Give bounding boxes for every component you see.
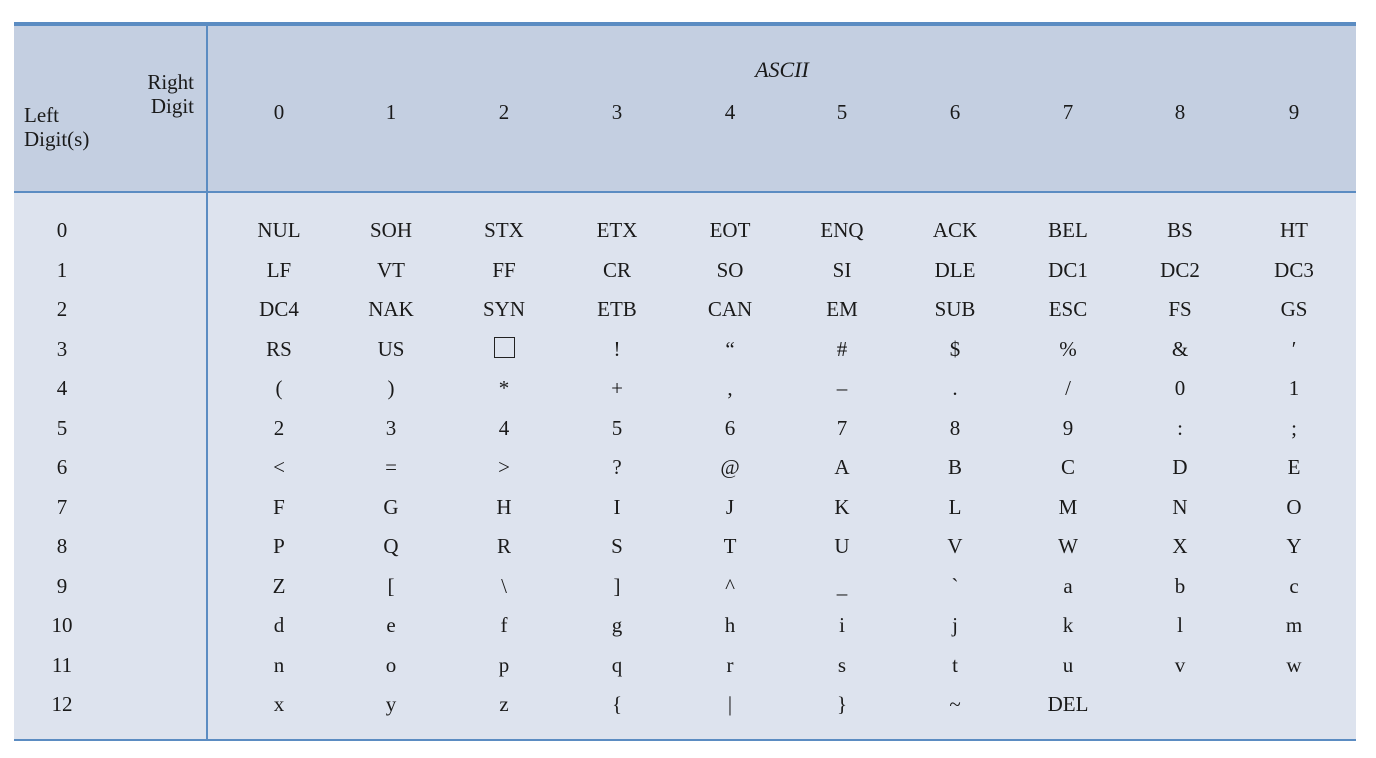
table-cell: ?: [612, 455, 622, 479]
row-label: 9: [56, 573, 68, 598]
table-cell: f: [500, 613, 508, 637]
column-header: 6: [949, 100, 961, 124]
row-label: 0: [56, 218, 68, 242]
table-cell: ^: [725, 573, 735, 598]
table-cell: =: [385, 455, 397, 479]
table-cell: t: [952, 652, 958, 677]
table-cell: ETB: [597, 297, 637, 321]
table-cell: DC4: [259, 297, 299, 321]
table-cell: g: [611, 613, 623, 637]
table-cell: F: [273, 494, 285, 519]
table-cell: x: [273, 692, 285, 716]
table-cell: RS: [266, 336, 292, 361]
table-cell: l: [1177, 613, 1183, 637]
table-cell: LF: [266, 257, 292, 282]
table-cell: W: [1058, 534, 1078, 558]
table-cell: ACK: [932, 218, 978, 242]
column-header: 1: [385, 100, 397, 124]
table-cell: <: [273, 455, 285, 479]
row-label: 3: [56, 336, 68, 361]
ascii-title: ASCII: [755, 57, 809, 82]
table-cell: 7: [836, 415, 848, 440]
table-cell: ;: [1291, 415, 1297, 440]
table-cell: C: [1060, 455, 1075, 479]
table-cell: _: [836, 573, 848, 598]
table-cell: .: [952, 376, 958, 400]
table-cell: 0: [1174, 376, 1186, 400]
table-cell: N: [1172, 494, 1188, 519]
row-label: 11: [51, 652, 73, 677]
row-label: 2: [56, 297, 68, 321]
table-cell: ETX: [596, 218, 638, 242]
table-cell: a: [1063, 573, 1073, 598]
table-cell: c: [1289, 573, 1299, 598]
column-header: 5: [836, 100, 848, 124]
table-cell: p: [498, 652, 510, 677]
table-cell: NAK: [368, 297, 414, 321]
bottom-rule: [14, 739, 1356, 741]
table-cell: /: [1065, 376, 1071, 400]
table-cell: R: [496, 534, 511, 558]
table-cell: 5: [611, 415, 623, 440]
table-cell: CR: [602, 257, 631, 282]
table-cell: 6: [724, 415, 736, 440]
table-cell: |: [727, 692, 733, 716]
table-cell: G: [383, 494, 399, 519]
row-label: 7: [56, 494, 68, 519]
table-cell: V: [947, 534, 963, 558]
table-cell: r: [726, 652, 734, 677]
table-cell: d: [273, 613, 285, 637]
table-cell: [: [387, 573, 395, 598]
table-cell: 9: [1062, 415, 1074, 440]
table-cell: Q: [383, 534, 399, 558]
table-cell: %: [1059, 336, 1077, 361]
column-header: 3: [611, 100, 623, 124]
table-cell: US: [377, 336, 405, 361]
table-cell: ]: [613, 573, 621, 598]
table-cell: BS: [1167, 218, 1193, 242]
table-cell: SYN: [482, 297, 525, 321]
table-cell: ~: [949, 692, 961, 716]
table-cell: M: [1058, 494, 1078, 519]
table-cell: L: [948, 494, 962, 519]
table-cell: ,: [727, 376, 733, 400]
table-cell: w: [1286, 652, 1302, 677]
table-cell: DLE: [934, 257, 976, 282]
space-character-box: [454, 337, 554, 361]
table-cell: K: [834, 494, 850, 519]
table-cell: NUL: [257, 218, 301, 242]
table-cell: h: [724, 613, 736, 637]
table-cell: 1: [1288, 376, 1300, 400]
table-cell: 2: [273, 415, 285, 440]
table-cell: #: [836, 336, 848, 361]
table-cell: s: [837, 652, 847, 677]
table-cell: m: [1285, 613, 1303, 637]
column-header: 7: [1062, 100, 1074, 124]
table-cell: “: [725, 336, 735, 361]
left-digits-label: Left Digit(s): [24, 103, 90, 151]
table-cell: 3: [385, 415, 397, 440]
table-cell: DC1: [1048, 257, 1088, 282]
table-cell: q: [611, 652, 623, 677]
table-cell: HT: [1280, 218, 1308, 242]
table-cell: &: [1171, 336, 1189, 361]
table-cell: {: [611, 692, 623, 716]
table-cell: O: [1286, 494, 1302, 519]
table-cell: :: [1177, 415, 1183, 440]
table-cell: SO: [716, 257, 744, 282]
table-cell: SUB: [934, 297, 976, 321]
table-cell: J: [725, 494, 735, 519]
table-cell: FS: [1168, 297, 1192, 321]
row-label: 12: [51, 692, 73, 716]
space-box-icon: [494, 337, 515, 358]
table-cell: 4: [498, 415, 510, 440]
table-cell: n: [273, 652, 285, 677]
table-cell: CAN: [707, 297, 753, 321]
table-cell: X: [1172, 534, 1188, 558]
table-cell: b: [1174, 573, 1186, 598]
table-cell: ′: [1291, 336, 1297, 361]
table-cell: !: [613, 336, 621, 361]
table-cell: k: [1062, 613, 1074, 637]
table-cell: FF: [492, 257, 516, 282]
table-cell: Y: [1286, 534, 1302, 558]
table-cell: DC3: [1274, 257, 1314, 282]
table-cell: –: [836, 376, 848, 400]
table-cell: (: [275, 376, 283, 400]
table-cell: 8: [949, 415, 961, 440]
column-header: 8: [1174, 100, 1186, 124]
table-cell: A: [834, 455, 850, 479]
row-label: 10: [51, 613, 73, 637]
table-cell: ): [387, 376, 395, 400]
table-cell: U: [834, 534, 850, 558]
table-cell: *: [498, 376, 510, 400]
table-cell: o: [385, 652, 397, 677]
table-cell: >: [498, 455, 510, 479]
table-cell: SI: [832, 257, 852, 282]
table-cell: DEL: [1047, 692, 1089, 716]
table-cell: H: [496, 494, 512, 519]
table-cell: @: [720, 455, 740, 479]
row-label: 8: [56, 534, 68, 558]
table-cell: B: [947, 455, 962, 479]
row-label: 6: [56, 455, 68, 479]
table-cell: ESC: [1048, 297, 1088, 321]
table-cell: `: [951, 573, 959, 598]
row-label: 4: [56, 376, 68, 400]
table-cell: ENQ: [820, 218, 864, 242]
table-cell: }: [836, 692, 848, 716]
table-cell: GS: [1280, 297, 1308, 321]
row-label: 1: [56, 257, 68, 282]
row-label: 5: [56, 415, 68, 440]
column-header: 9: [1288, 100, 1300, 124]
table-cell: $: [949, 336, 961, 361]
table-cell: VT: [377, 257, 405, 282]
column-header: 0: [273, 100, 285, 124]
table-cell: Z: [272, 573, 286, 598]
table-cell: E: [1287, 455, 1301, 479]
table-cell: T: [723, 534, 737, 558]
table-cell: y: [385, 692, 397, 716]
right-digit-label: Right Digit: [147, 70, 194, 118]
table-cell: v: [1174, 652, 1186, 677]
table-cell: \: [501, 573, 507, 598]
table-cell: BEL: [1048, 218, 1088, 242]
table-cell: z: [499, 692, 509, 716]
column-header: 4: [724, 100, 736, 124]
table-cell: i: [839, 613, 845, 637]
table-cell: DC2: [1160, 257, 1200, 282]
table-cell: S: [611, 534, 623, 558]
table-cell: u: [1062, 652, 1074, 677]
table-cell: EOT: [709, 218, 751, 242]
table-cell: +: [611, 376, 623, 400]
table-cell: e: [386, 613, 396, 637]
table-cell: STX: [484, 218, 524, 242]
table-cell: EM: [826, 297, 858, 321]
table-cell: I: [613, 494, 621, 519]
table-cell: SOH: [369, 218, 412, 242]
column-header: 2: [498, 100, 510, 124]
column-divider: [206, 26, 208, 739]
ascii-table: [14, 22, 1356, 742]
table-cell: D: [1172, 455, 1188, 479]
table-cell: P: [273, 534, 285, 558]
table-cell: j: [952, 613, 958, 637]
